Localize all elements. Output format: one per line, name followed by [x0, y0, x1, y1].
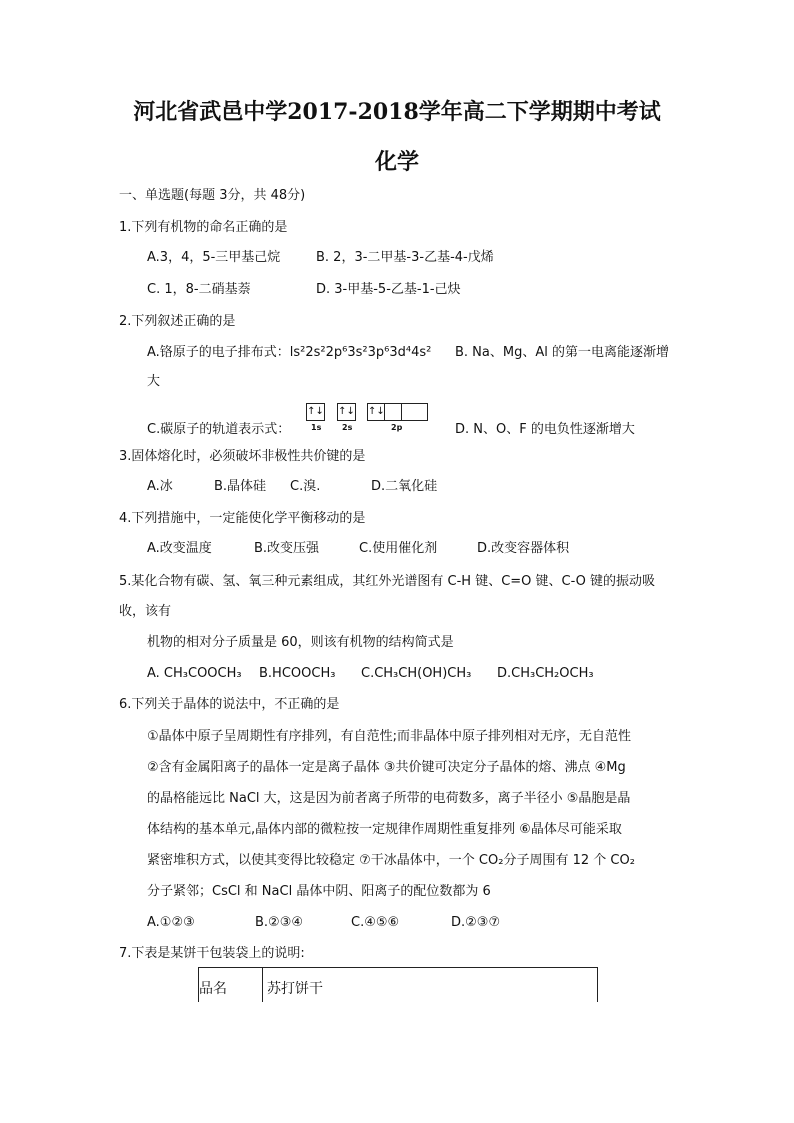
orbital-cell	[385, 404, 402, 420]
q6-statement-line4: 体结构的基本单元,晶体内部的微粒按一定规律作周期性重复排列 ⑥晶体尽可能采取	[147, 822, 622, 837]
q2-stem: 2.下列叙述正确的是	[119, 314, 236, 329]
q6-option-c: C.④⑤⑥	[351, 915, 400, 930]
q4-option-d: D.改变容器体积	[477, 541, 570, 556]
q5-stem-line3: 机物的相对分子质量是 60，则该有机物的结构简式是	[147, 635, 454, 650]
table-column-divider	[262, 968, 263, 1002]
table-value-cell: 苏打饼干	[267, 981, 323, 997]
q1-stem: 1.下列有机物的命名正确的是	[119, 220, 288, 235]
q3-stem: 3.固体熔化时，必须破坏非极性共价键的是	[119, 449, 366, 464]
q6-option-b: B.②③④	[255, 915, 304, 930]
q6-statement-line2: ②含有金属阳离子的晶体一定是离子晶体 ③共价键可决定分子晶体的熔、沸点 ④Mg	[147, 760, 626, 775]
q4-option-c: C.使用催化剂	[359, 541, 438, 556]
q5-option-c: C.CH₃CH(OH)CH₃	[361, 666, 472, 681]
q4-option-b: B.改变压强	[254, 541, 320, 556]
q5-option-b: B.HCOOCH₃	[259, 666, 336, 681]
q6-statement-line6: 分子紧邻；CsCl 和 NaCl 晶体中阴、阳离子的配位数都为 6	[147, 884, 491, 899]
orbital-label-2s: 2s	[342, 423, 353, 432]
q4-stem: 4.下列措施中，一定能使化学平衡移动的是	[119, 511, 366, 526]
orbital-cell: ↑↓	[307, 406, 324, 417]
q6-statement-line1: ①晶体中原子呈周期性有序排列，有自范性;而非晶体中原子排列相对无序，无自范性	[147, 729, 632, 744]
q3-option-c: C.溴.	[290, 479, 321, 494]
orbital-label-2p: 2p	[391, 423, 403, 432]
q2-option-d: D. N、O、F 的电负性逐渐增大	[455, 422, 635, 437]
q1-option-b: B. 2，3-二甲基-3-乙基-4-戊烯	[316, 250, 494, 265]
q6-stem: 6.下列关于晶体的说法中，不正确的是	[119, 697, 340, 712]
orbital-cell	[402, 404, 427, 420]
orbital-box-2s	[337, 403, 356, 421]
exam-title: 河北省武邑中学2017-2018学年高二下学期期中考试	[133, 99, 661, 125]
q7-stem: 7.下表是某饼干包装袋上的说明:	[119, 946, 305, 961]
orbital-cell: ↑↓	[338, 406, 355, 417]
q3-option-a: A.冰	[147, 479, 173, 494]
biscuit-info-table	[198, 967, 598, 1002]
q3-option-b: B.晶体硅	[214, 479, 267, 494]
q5-option-d: D.CH₃CH₂OCH₃	[497, 666, 594, 681]
q5-stem-line2: 收，该有	[119, 604, 172, 619]
q5-option-a: A. CH₃COOCH₃	[147, 666, 242, 681]
table-header-cell: 品名	[199, 981, 227, 997]
q5-stem-line1: 5.某化合物有碳、氢、氧三种元素组成，其红外光谱图有 C-H 键、C=O 键、C-O 键的振动吸	[119, 574, 656, 589]
q4-option-a: A.改变温度	[147, 541, 212, 556]
q6-option-d: D.②③⑦	[451, 915, 501, 930]
q6-option-a: A.①②③	[147, 915, 195, 930]
q2-option-b-continued: 大	[147, 374, 161, 389]
orbital-label-1s: 1s	[311, 423, 322, 432]
q3-option-d: D.二氧化硅	[371, 479, 438, 494]
q1-option-c: C. 1，8-二硝基萘	[147, 282, 251, 297]
q1-option-a: A.3，4，5-三甲基己烷	[147, 250, 281, 265]
q1-option-d: D. 3-甲基-5-乙基-1-己炔	[316, 282, 461, 297]
orbital-box-2p	[367, 403, 428, 421]
q2-option-b: B. Na、Mg、Al 的第一电离能逐渐增	[455, 345, 669, 360]
q2-option-c: C.碳原子的轨道表示式：	[147, 422, 291, 437]
q6-statement-line3: 的晶格能远比 NaCl 大，这是因为前者离子所带的电荷数多，离子半径小 ⑤晶胞是晶	[147, 791, 631, 806]
orbital-box-1s	[306, 403, 325, 421]
section-heading: 一、单选题(每题 3分，共 48分)	[119, 188, 306, 203]
q2-option-a: A.铬原子的电子排布式：ls²2s²2p⁶3s²3p⁶3d⁴4s²	[147, 345, 432, 360]
q6-statement-line5: 紧密堆积方式，以使其变得比较稳定 ⑦干冰晶体中，一个 CO₂分子周围有 12 个 CO₂	[147, 853, 635, 868]
orbital-cell: ↑↓	[368, 404, 385, 420]
subject-title: 化学	[374, 149, 419, 175]
